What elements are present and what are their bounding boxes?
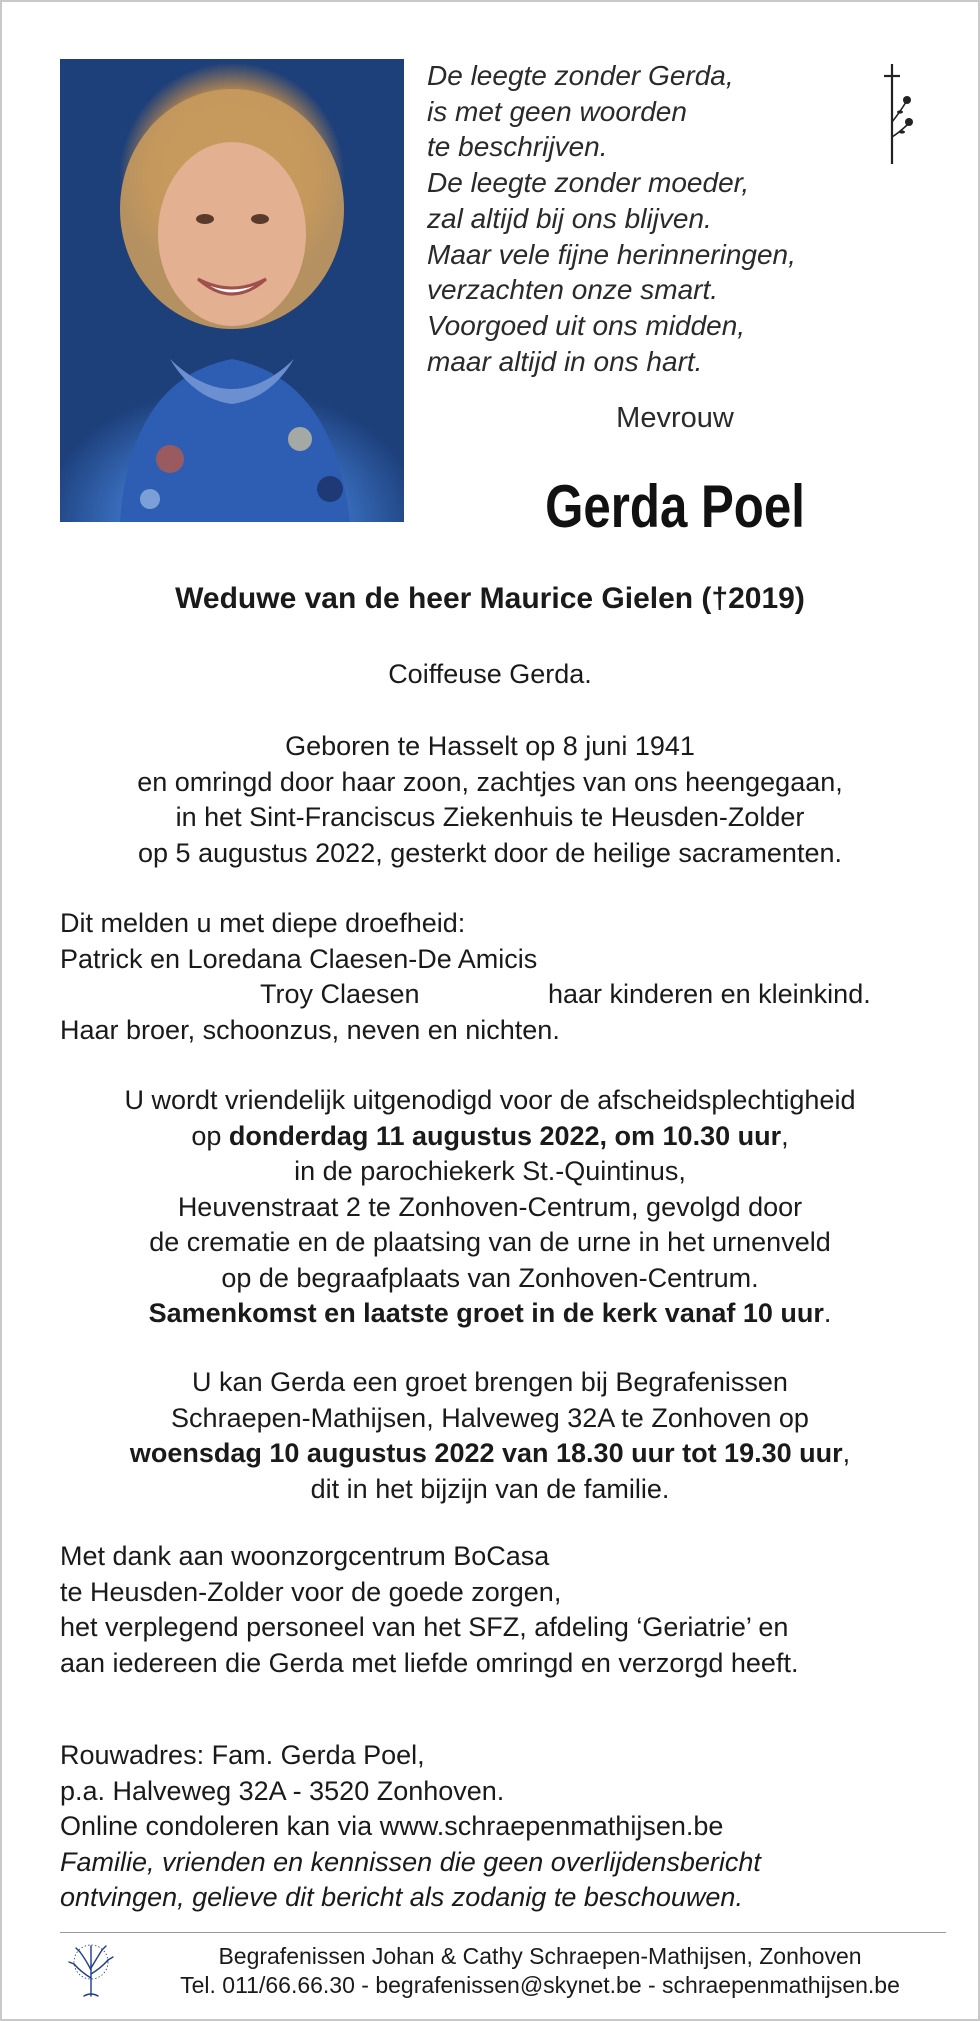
poem bbox=[427, 58, 847, 379]
poem-line: zal altijd bij ons blijven. bbox=[427, 202, 712, 234]
grandchild-name: Troy Claesen bbox=[260, 979, 420, 1009]
birth-line: in het Sint-Franciscus Ziekenhuis te Heusden-Zolder bbox=[175, 802, 805, 832]
notice-line bbox=[60, 1845, 960, 1881]
ceremony-paragraph bbox=[2, 1083, 978, 1332]
birth-paragraph bbox=[2, 729, 978, 871]
visit-line: Schraepen-Mathijsen, Halveweg 32A te Zonhoven op bbox=[171, 1402, 809, 1433]
visit-line: U kan Gerda een groet brengen bij Begrafenissen bbox=[192, 1367, 788, 1397]
salutation: Mevrouw bbox=[616, 402, 734, 434]
birth-line: op 5 augustus 2022, gesterkt door de heilige sacramenten. bbox=[138, 837, 842, 868]
notice-line bbox=[60, 1880, 960, 1916]
visit-paragraph bbox=[2, 1365, 978, 1507]
condolence-link[interactable]: Online condoleren kan via www.schraepenmathijsen.be bbox=[60, 1811, 724, 1841]
family-intro: Dit melden u met diepe droefheid: bbox=[60, 908, 466, 938]
text: Familie, vrienden en kennissen die geen overlijdensbericht bbox=[60, 1846, 761, 1877]
thanks-line: Met dank aan woonzorgcentrum BoCasa bbox=[60, 1541, 550, 1571]
ceremony-line: Heuvenstraat 2 te Zonhoven-Centrum, gevolgd door bbox=[177, 1191, 803, 1222]
poem-line: Maar vele fijne herinneringen, bbox=[427, 238, 796, 270]
ceremony-line: de crematie en de plaatsing van de urne in het urnenveld bbox=[149, 1227, 831, 1257]
family-line bbox=[60, 977, 960, 1013]
family-line: Patrick en Loredana Claesen-De Amicis bbox=[60, 943, 538, 974]
address-paragraph bbox=[60, 1738, 960, 1916]
funeral-home-footer bbox=[122, 1942, 958, 2000]
text: . bbox=[823, 1298, 832, 1328]
poem-line: Voorgoed uit ons midden, bbox=[427, 309, 746, 341]
ceremony-line: in de parochiekerk St.-Quintinus, bbox=[294, 1156, 686, 1186]
address-line: p.a. Halveweg 32A - 3520 Zonhoven. bbox=[60, 1775, 505, 1806]
poem-line: verzachten onze smart. bbox=[427, 274, 719, 306]
poem-line: De leegte zonder moeder, bbox=[427, 167, 750, 199]
portrait-photo bbox=[60, 59, 404, 522]
birth-line: Geboren te Hasselt op 8 juni 1941 bbox=[285, 731, 695, 761]
visit-date: woensdag 10 augustus 2022 van 18.30 uur tot 19.30 uur bbox=[129, 1438, 843, 1468]
deceased-name: Gerda Poel bbox=[545, 473, 805, 540]
family-line: Haar broer, schoonzus, neven en nichten. bbox=[60, 1014, 560, 1045]
thanks-paragraph bbox=[60, 1539, 960, 1681]
ceremony-date: donderdag 11 augustus 2022, om 10.30 uur bbox=[228, 1120, 782, 1151]
thanks-line: te Heusden-Zolder voor de goede zorgen, bbox=[60, 1576, 562, 1607]
footer-divider bbox=[60, 1932, 946, 1933]
birth-line: en omringd door haar zoon, zachtjes van ons heengegaan, bbox=[137, 766, 843, 797]
family-paragraph bbox=[60, 906, 960, 1048]
tree-logo-icon bbox=[66, 1942, 116, 1998]
visit-line bbox=[2, 1436, 978, 1472]
thanks-line: het verplegend personeel van het SFZ, afdeling ‘Geriatrie’ en bbox=[60, 1612, 789, 1642]
ceremony-line bbox=[2, 1296, 978, 1332]
ceremony-line bbox=[2, 1119, 978, 1155]
funeral-home-name: Begrafenissen Johan & Cathy Schraepen-Mathijsen, Zonhoven bbox=[218, 1943, 862, 1969]
poem-line: te beschrijven. bbox=[427, 131, 608, 163]
family-relation: haar kinderen en kleinkind. bbox=[548, 979, 871, 1009]
thanks-line: aan iedereen die Gerda met liefde omringd en verzorgd heeft. bbox=[60, 1647, 799, 1678]
occupation-line: Coiffeuse Gerda. bbox=[388, 659, 592, 689]
address-line: Rouwadres: Fam. Gerda Poel, bbox=[60, 1740, 425, 1770]
text: , bbox=[781, 1120, 789, 1151]
ceremony-line: op de begraafplaats van Zonhoven-Centrum. bbox=[221, 1262, 759, 1293]
text: , bbox=[842, 1438, 851, 1468]
cross-icon bbox=[878, 62, 918, 166]
poem-line: is met geen woorden bbox=[427, 95, 687, 127]
widow-line: Weduwe van de heer Maurice Gielen (†2019) bbox=[175, 582, 805, 615]
visit-line: dit in het bijzijn van de familie. bbox=[310, 1473, 670, 1504]
poem-line: maar altijd in ons hart. bbox=[427, 345, 703, 377]
gathering-note: Samenkomst en laatste groet in de kerk vanaf 10 uur bbox=[148, 1298, 824, 1328]
ceremony-line: U wordt vriendelijk uitgenodigd voor de afscheidsplechtigheid bbox=[124, 1085, 856, 1115]
text: ontvingen, gelieve dit bericht als zodanig te beschouwen. bbox=[60, 1882, 743, 1912]
funeral-home-contact: Tel. 011/66.66.30 - begrafenissen@skynet.be - schraepenmathijsen.be bbox=[180, 1972, 900, 1998]
text: op bbox=[191, 1120, 229, 1151]
poem-line: De leegte zonder Gerda, bbox=[427, 60, 734, 91]
